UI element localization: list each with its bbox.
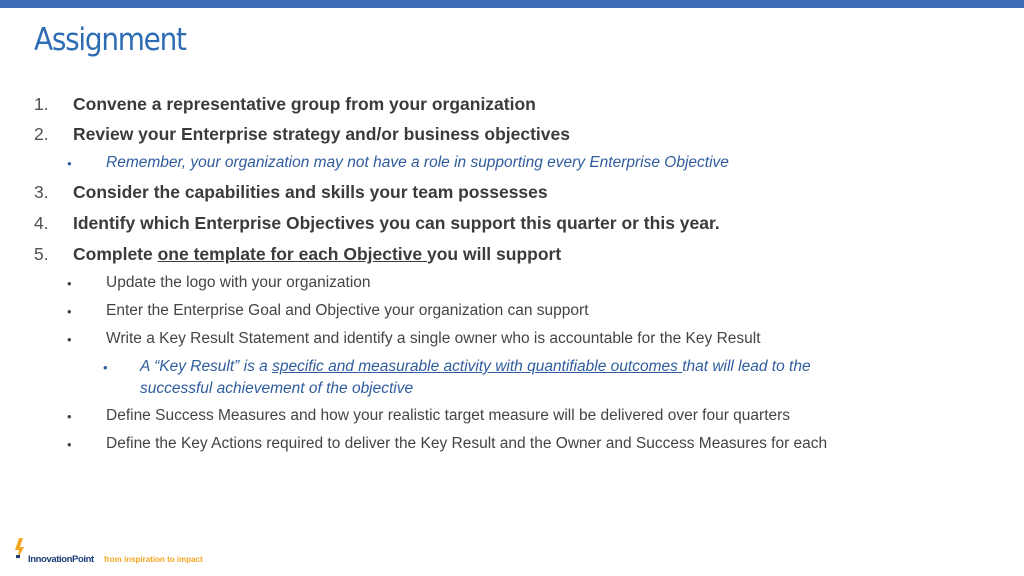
item-number: 4.	[34, 213, 49, 233]
item-number: 2.	[34, 124, 49, 144]
top-accent-bar	[0, 0, 1024, 8]
key-result-text	[140, 358, 811, 376]
key-result-before: A “Key Result” is a	[140, 358, 273, 375]
bullet-text: Define Success Measures and how your realistic target measure will be delivered over four quarters	[106, 407, 791, 424]
item-text: Identify which Enterprise Objectives you can support this quarter or this year.	[73, 213, 720, 233]
bullet-icon: •	[67, 437, 72, 452]
bullet-icon: •	[103, 360, 108, 375]
item-text-before: Complete	[73, 244, 158, 264]
lightbulb-icon	[14, 538, 26, 560]
key-result-link[interactable]: specific and measurable activity with quantifiable outcomes	[272, 358, 683, 375]
company-logo	[8, 536, 98, 570]
item-text: Convene a representative group from your organization	[73, 94, 536, 114]
logo-text: InnovationPoint	[28, 554, 94, 565]
bullet-icon: •	[67, 409, 72, 424]
note-text: Remember, your organization may not have a role in supporting every Enterprise Objective	[106, 154, 729, 171]
template-link[interactable]: one template for each Objective	[157, 244, 427, 264]
item-number: 5.	[34, 244, 49, 264]
bullet-text: Write a Key Result Statement and identify a single owner who is accountable for the Key Result	[106, 330, 761, 347]
bullet-text: Define the Key Actions required to deliver the Key Result and the Owner and Success Measures for each	[106, 435, 828, 452]
bullet-text: Enter the Enterprise Goal and Objective your organization can support	[106, 302, 589, 319]
item-text: Review your Enterprise strategy and/or business objectives	[73, 124, 570, 144]
item-number: 1.	[34, 94, 49, 114]
bullet-icon: •	[67, 276, 72, 291]
bullet-icon: •	[67, 332, 72, 347]
bullet-icon: •	[67, 156, 72, 171]
item-number: 3.	[34, 182, 49, 202]
key-result-after: that will lead to the	[682, 358, 811, 375]
item-text-after: you will support	[427, 244, 562, 264]
key-result-text-line2: successful achievement of the objective	[140, 380, 414, 397]
item-text: Consider the capabilities and skills your team possesses	[73, 182, 548, 202]
tagline: from inspiration to impact	[104, 555, 203, 564]
bullet-icon: •	[67, 304, 72, 319]
slide-title: Assignment	[34, 22, 186, 58]
bullet-text: Update the logo with your organization	[106, 274, 371, 291]
item-text	[73, 244, 561, 265]
